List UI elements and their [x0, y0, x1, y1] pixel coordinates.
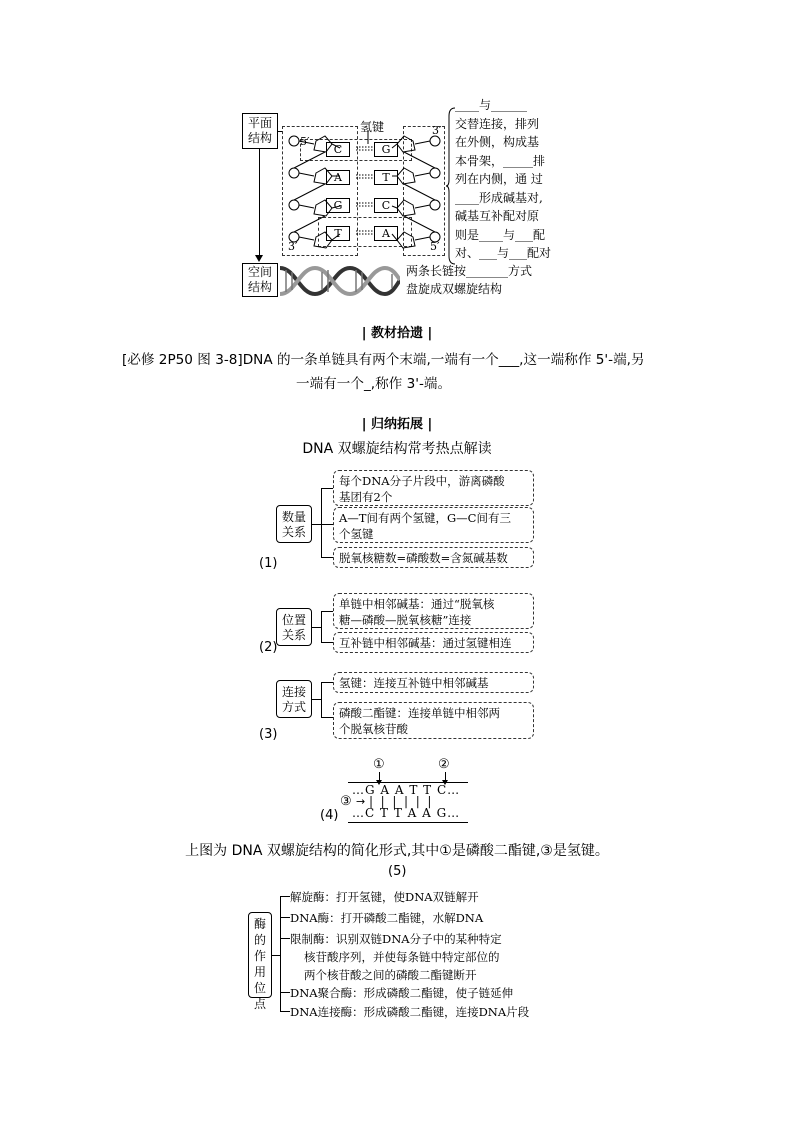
- section-title-summary: | 归纳拓展 |: [361, 417, 433, 432]
- position-box-2: 互补链中相邻碱基：通过氢键相连: [333, 632, 534, 653]
- right-base-2: T: [374, 170, 398, 185]
- textbook-paragraph-line-1: [必修 2P50 图 3-8]DNA 的一条单链具有两个末端,一端有一个___,这一端称作 5'-端,另: [122, 352, 645, 368]
- connection-box-2: 磷酸二酯键：连接单链中相邻两 个脱氧核苷酸: [333, 702, 534, 739]
- space-structure-label: 空间结构: [242, 263, 278, 297]
- quantity-box-3: 脱氧核糖数=磷酸数=含氮碱基数: [333, 547, 534, 568]
- enzyme-helicase: 解旋酶：打开氢键，使DNA双链解开: [290, 890, 479, 904]
- plane-structure-label: 平面结构: [242, 113, 278, 149]
- prime-5-top-left: 5′: [300, 135, 310, 148]
- arrow-head: [255, 255, 263, 262]
- left-base-1: C: [326, 142, 350, 157]
- section-title-textbook: | 教材拾遗 |: [361, 326, 433, 341]
- marker-1: ①: [373, 757, 385, 772]
- structure-description: ____与______ 交替连接，排列 在外侧，构成基 本骨架，_____排 列在内侧，通 过 ____形成碱基对, 碱基互补配对原 则是____与___配 对、___与___配对: [455, 98, 552, 260]
- helix-description: 两条长链按_______方式 盘旋成双螺旋结构: [406, 264, 533, 296]
- item-number-1: (1): [259, 556, 278, 571]
- enzyme-polymerase: DNA聚合酶：形成磷酸二酯键，使子链延伸: [290, 986, 514, 1000]
- marker-3: ③: [340, 794, 352, 809]
- quantity-box-1: 每个DNA分子片段中，游离磷酸 基团有2个: [333, 470, 534, 506]
- enzyme-restriction-cont-1: 核苷酸序列，并使每条链中特定部位的: [304, 950, 500, 964]
- enzyme-ligase: DNA连接酶：形成磷酸二酯键，连接DNA片段: [290, 1005, 530, 1019]
- marker-2: ②: [438, 757, 450, 772]
- quantity-box-2: A—T间有两个氢键，G—C间有三 个氢键: [333, 507, 534, 543]
- marker-3-arrow: →: [356, 795, 366, 808]
- left-base-4: T: [326, 226, 350, 241]
- quantity-label: 数量关系: [276, 505, 312, 543]
- right-base-4: A: [374, 226, 398, 241]
- item-number-2: (2): [259, 640, 278, 655]
- left-base-2: A: [326, 170, 350, 185]
- simplified-dna-caption: 上图为 DNA 双螺旋结构的简化形式,其中①是磷酸二酯键,③是氢键。: [185, 843, 609, 859]
- enzyme-restriction: 限制酶：识别双链DNA分子中的某种特定: [290, 932, 502, 946]
- textbook-paragraph-line-2: 一端有一个_,称作 3'-端。: [296, 376, 452, 392]
- position-box-1: 单链中相邻碱基：通过“脱氧核 糖—磷酸—脱氧核糖”连接: [333, 593, 534, 629]
- hydrogen-bond-label: 氢键: [360, 120, 385, 134]
- prime-3-top-right: 3′: [432, 124, 442, 137]
- item-number-3: (3): [259, 727, 278, 742]
- right-base-3: C: [374, 198, 398, 213]
- left-base-3: G: [326, 198, 350, 213]
- prime-3-bottom-left: 3′: [288, 240, 298, 253]
- plane-to-space-arrow: [259, 149, 260, 259]
- enzyme-sites-label: 酶的作用位点: [248, 912, 272, 998]
- prime-5-bottom-right: 5′: [430, 240, 440, 253]
- top-strand: …G A A T T C…: [352, 783, 461, 797]
- enzyme-dnase: DNA酶：打开磷酸二酯键，水解DNA: [290, 911, 484, 925]
- summary-subtitle: DNA 双螺旋结构常考热点解读: [302, 441, 492, 457]
- position-label: 位置关系: [276, 608, 312, 646]
- double-helix-image: [280, 260, 400, 300]
- connection-box-1: 氢键：连接互补链中相邻碱基: [333, 672, 534, 693]
- bottom-strand: …C T T A A G…: [352, 806, 461, 820]
- hydrogen-bond-bars: | | | | | |: [369, 794, 432, 808]
- connection-label: 连接方式: [276, 680, 312, 718]
- right-base-1: G: [374, 142, 398, 157]
- item-number-4: (4): [320, 808, 339, 823]
- item-number-5: (5): [388, 864, 407, 879]
- enzyme-restriction-cont-2: 两个核苷酸之间的磷酸二酯键断开: [304, 968, 477, 982]
